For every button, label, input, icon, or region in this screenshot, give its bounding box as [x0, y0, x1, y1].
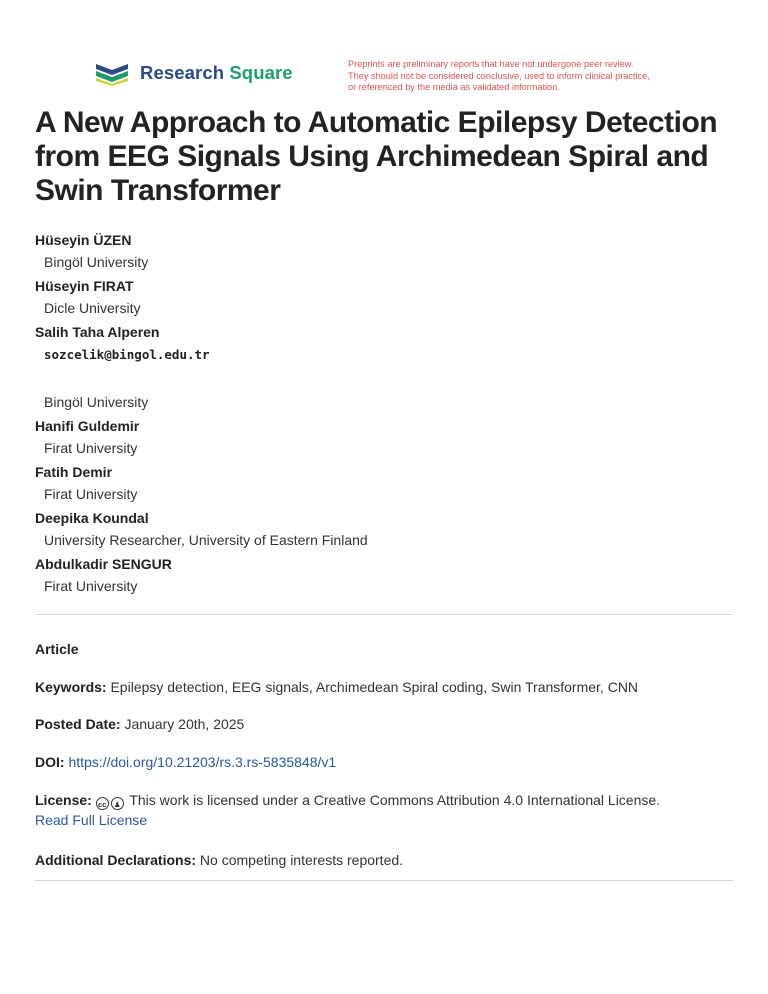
- keywords-value: Epilepsy detection, EEG signals, Archimedean Spiral coding, Swin Transformer, CNN: [110, 679, 639, 695]
- author-email[interactable]: sozcelik@bingol.edu.tr: [44, 347, 210, 362]
- doi: [35, 752, 735, 772]
- author-affiliation: Firat University: [44, 486, 138, 502]
- logo-text-research: Research: [140, 62, 225, 83]
- preprint-disclaimer: [348, 59, 708, 94]
- paper-title: A New Approach to Automatic Epilepsy Detection from EEG Signals Using Archimedean Spiral and Swin Transformer: [35, 106, 718, 207]
- divider: [35, 614, 733, 615]
- declarations-value: No competing interests reported.: [199, 852, 404, 868]
- author-name[interactable]: Salih Taha Alperen: [35, 324, 160, 340]
- author-affiliation: Firat University: [44, 578, 138, 594]
- author-affiliation: University Researcher, University of Eastern Finland: [44, 532, 368, 548]
- disclaimer-line: or referenced by the media as validated information.: [348, 82, 560, 92]
- doi-link[interactable]: https://doi.org/10.21203/rs.3.rs-5835848/v1: [68, 754, 337, 770]
- header: [0, 0, 768, 100]
- author-list: [35, 229, 735, 599]
- author-name[interactable]: Abdulkadir SENGUR: [35, 556, 172, 572]
- disclaimer-line: Preprints are preliminary reports that have not undergone peer review.: [348, 59, 634, 69]
- doi-label: DOI:: [35, 754, 65, 770]
- article-type-label: Article: [35, 641, 79, 657]
- divider: [35, 880, 733, 881]
- article-type: [35, 639, 735, 659]
- license-label: License:: [35, 792, 92, 808]
- author-name[interactable]: Fatih Demir: [35, 464, 113, 480]
- author-name[interactable]: Hanifi Guldemir: [35, 418, 140, 434]
- author-affiliation: Firat University: [44, 440, 138, 456]
- additional-declarations: [35, 850, 735, 870]
- author-affiliation: Dicle University: [44, 300, 141, 316]
- logo-text-square: Square: [229, 62, 293, 83]
- spacer: [35, 367, 735, 391]
- author-name[interactable]: Deepika Koundal: [35, 510, 149, 526]
- author-name[interactable]: Hüseyin ÜZEN: [35, 232, 132, 248]
- research-square-logo[interactable]: [94, 60, 293, 86]
- license: [35, 790, 735, 830]
- author-name[interactable]: Hüseyin FIRAT: [35, 278, 134, 294]
- posted-date-value: January 20th, 2025: [124, 716, 245, 732]
- declarations-label: Additional Declarations:: [35, 852, 197, 868]
- read-full-license-link[interactable]: Read Full License: [35, 812, 148, 828]
- author-affiliation: Bingöl University: [44, 394, 149, 410]
- disclaimer-line: They should not be considered conclusive, used to inform clinical practice,: [348, 70, 650, 81]
- posted-date-label: Posted Date:: [35, 716, 121, 732]
- license-text: This work is licensed under a Creative Commons Attribution 4.0 International License.: [129, 792, 661, 808]
- posted-date: [35, 714, 735, 734]
- keywords-label: Keywords:: [35, 679, 107, 695]
- research-square-logo-icon: [94, 60, 130, 86]
- by-icon: ♟: [111, 797, 124, 810]
- logo-text: [140, 62, 293, 84]
- author-affiliation: Bingöl University: [44, 254, 149, 270]
- cc-icon: cc: [96, 797, 109, 810]
- keywords: [35, 677, 735, 697]
